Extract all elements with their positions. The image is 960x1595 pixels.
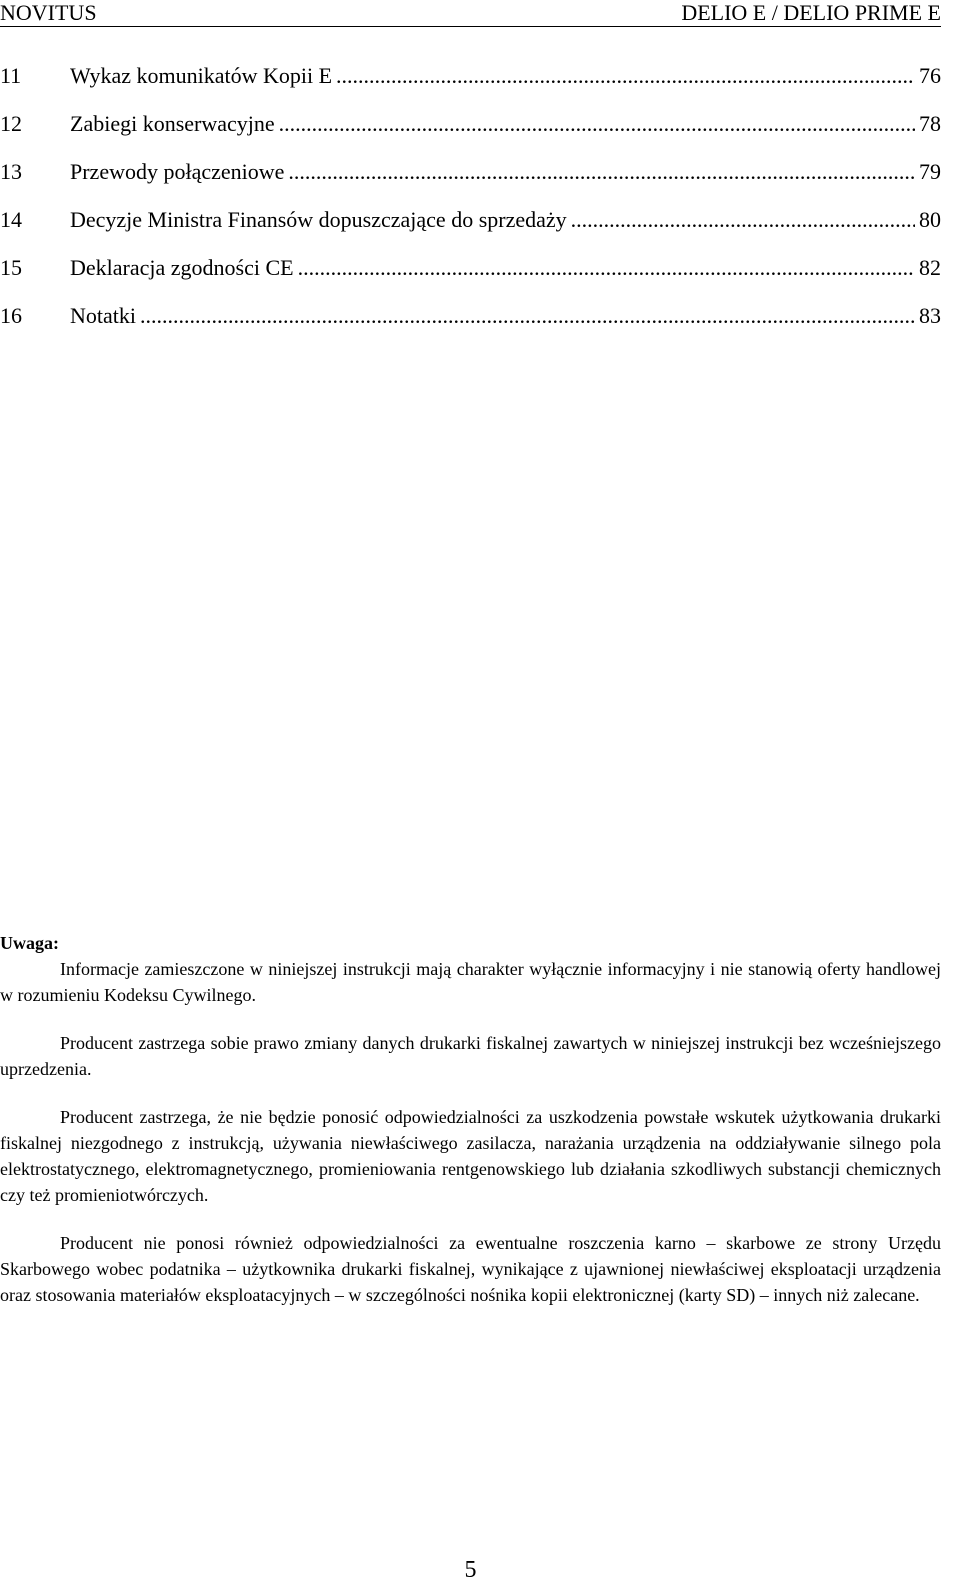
toc-entry-number: 15 xyxy=(0,255,22,280)
notice-paragraph: Informacje zamieszczone w niniejszej instrukcji mają charakter wyłącznie informacyjny i nie stanowią oferty handlowej w rozumieniu Kodeksu Cywilnego. xyxy=(0,959,941,1005)
notice-heading: Uwaga: xyxy=(0,933,59,953)
page-header xyxy=(0,0,941,27)
toc-entry-title: Notatki xyxy=(70,303,136,328)
toc-dot-leader xyxy=(288,148,915,196)
toc-dot-leader xyxy=(571,196,915,244)
toc-dot-leader xyxy=(140,292,915,340)
toc-entry-number: 11 xyxy=(0,63,22,88)
notice-paragraph: Producent zastrzega sobie prawo zmiany danych drukarki fiskalnej zawartych w niniejszej instrukcji bez wcześniejszego uprzedzenia. xyxy=(0,1033,941,1079)
toc-entry-number: 12 xyxy=(0,111,22,136)
toc-entry-title: Decyzje Ministra Finansów dopuszczające do sprzedaży xyxy=(70,207,567,232)
toc-entry-number: 13 xyxy=(0,159,22,184)
toc-entry-title: Deklaracja zgodności CE xyxy=(70,255,294,280)
toc-entry-page: 76 xyxy=(919,63,941,88)
notice-paragraph: Producent nie ponosi również odpowiedzialności za ewentualne roszczenia karno – skarbowe ze strony Urzędu Skarbowego wobec podatnika – użytkownika drukarki fiskalnej, wynikające z ujawnionej niewłaściwej eksploatacji urządzenia oraz stosowania materiałów eksploatacyjnych – w szczególności nośnika kopii elektronicznej (karty SD) – innych niż zalecane. xyxy=(0,1233,941,1305)
header-brand: NOVITUS xyxy=(0,0,97,25)
toc-entry-page: 83 xyxy=(919,303,941,328)
toc-entry[interactable] xyxy=(0,148,941,196)
notice-paragraph: Producent zastrzega, że nie będzie ponosić odpowiedzialności za uszkodzenia powstałe wskutek użytkowania drukarki fiskalnej niezgodnego z instrukcją, używania niewłaściwego zasilacza, narażania urządzenia na oddziaływanie silnego pola elektrostatycznego, elektromagnetycznego, promieniowania rentgenowskiego lub działania szkodliwych substancji chemicznych czy też promieniotwórczych. xyxy=(0,1107,941,1205)
toc-entry-page: 80 xyxy=(919,207,941,232)
toc-entry-title: Zabiegi konserwacyjne xyxy=(70,111,275,136)
toc-entry[interactable] xyxy=(0,292,941,340)
toc-dot-leader xyxy=(298,244,915,292)
toc-entry[interactable] xyxy=(0,244,941,292)
toc-entry-page: 82 xyxy=(919,255,941,280)
toc-entry[interactable] xyxy=(0,100,941,148)
toc-entry-title: Przewody połączeniowe xyxy=(70,159,285,184)
header-product: DELIO E / DELIO PRIME E xyxy=(681,0,941,25)
toc-entry-number: 16 xyxy=(0,303,22,328)
toc-entry-number: 14 xyxy=(0,207,22,232)
page-number: 5 xyxy=(464,1557,477,1583)
toc-entry[interactable] xyxy=(0,196,941,244)
table-of-contents xyxy=(0,52,941,340)
notice-section xyxy=(0,930,941,1330)
toc-entry-title: Wykaz komunikatów Kopii E xyxy=(70,63,333,88)
toc-entry[interactable] xyxy=(0,52,941,100)
toc-dot-leader xyxy=(279,100,915,148)
toc-dot-leader xyxy=(336,52,915,100)
toc-entry-page: 78 xyxy=(919,111,941,136)
toc-entry-page: 79 xyxy=(919,159,941,184)
